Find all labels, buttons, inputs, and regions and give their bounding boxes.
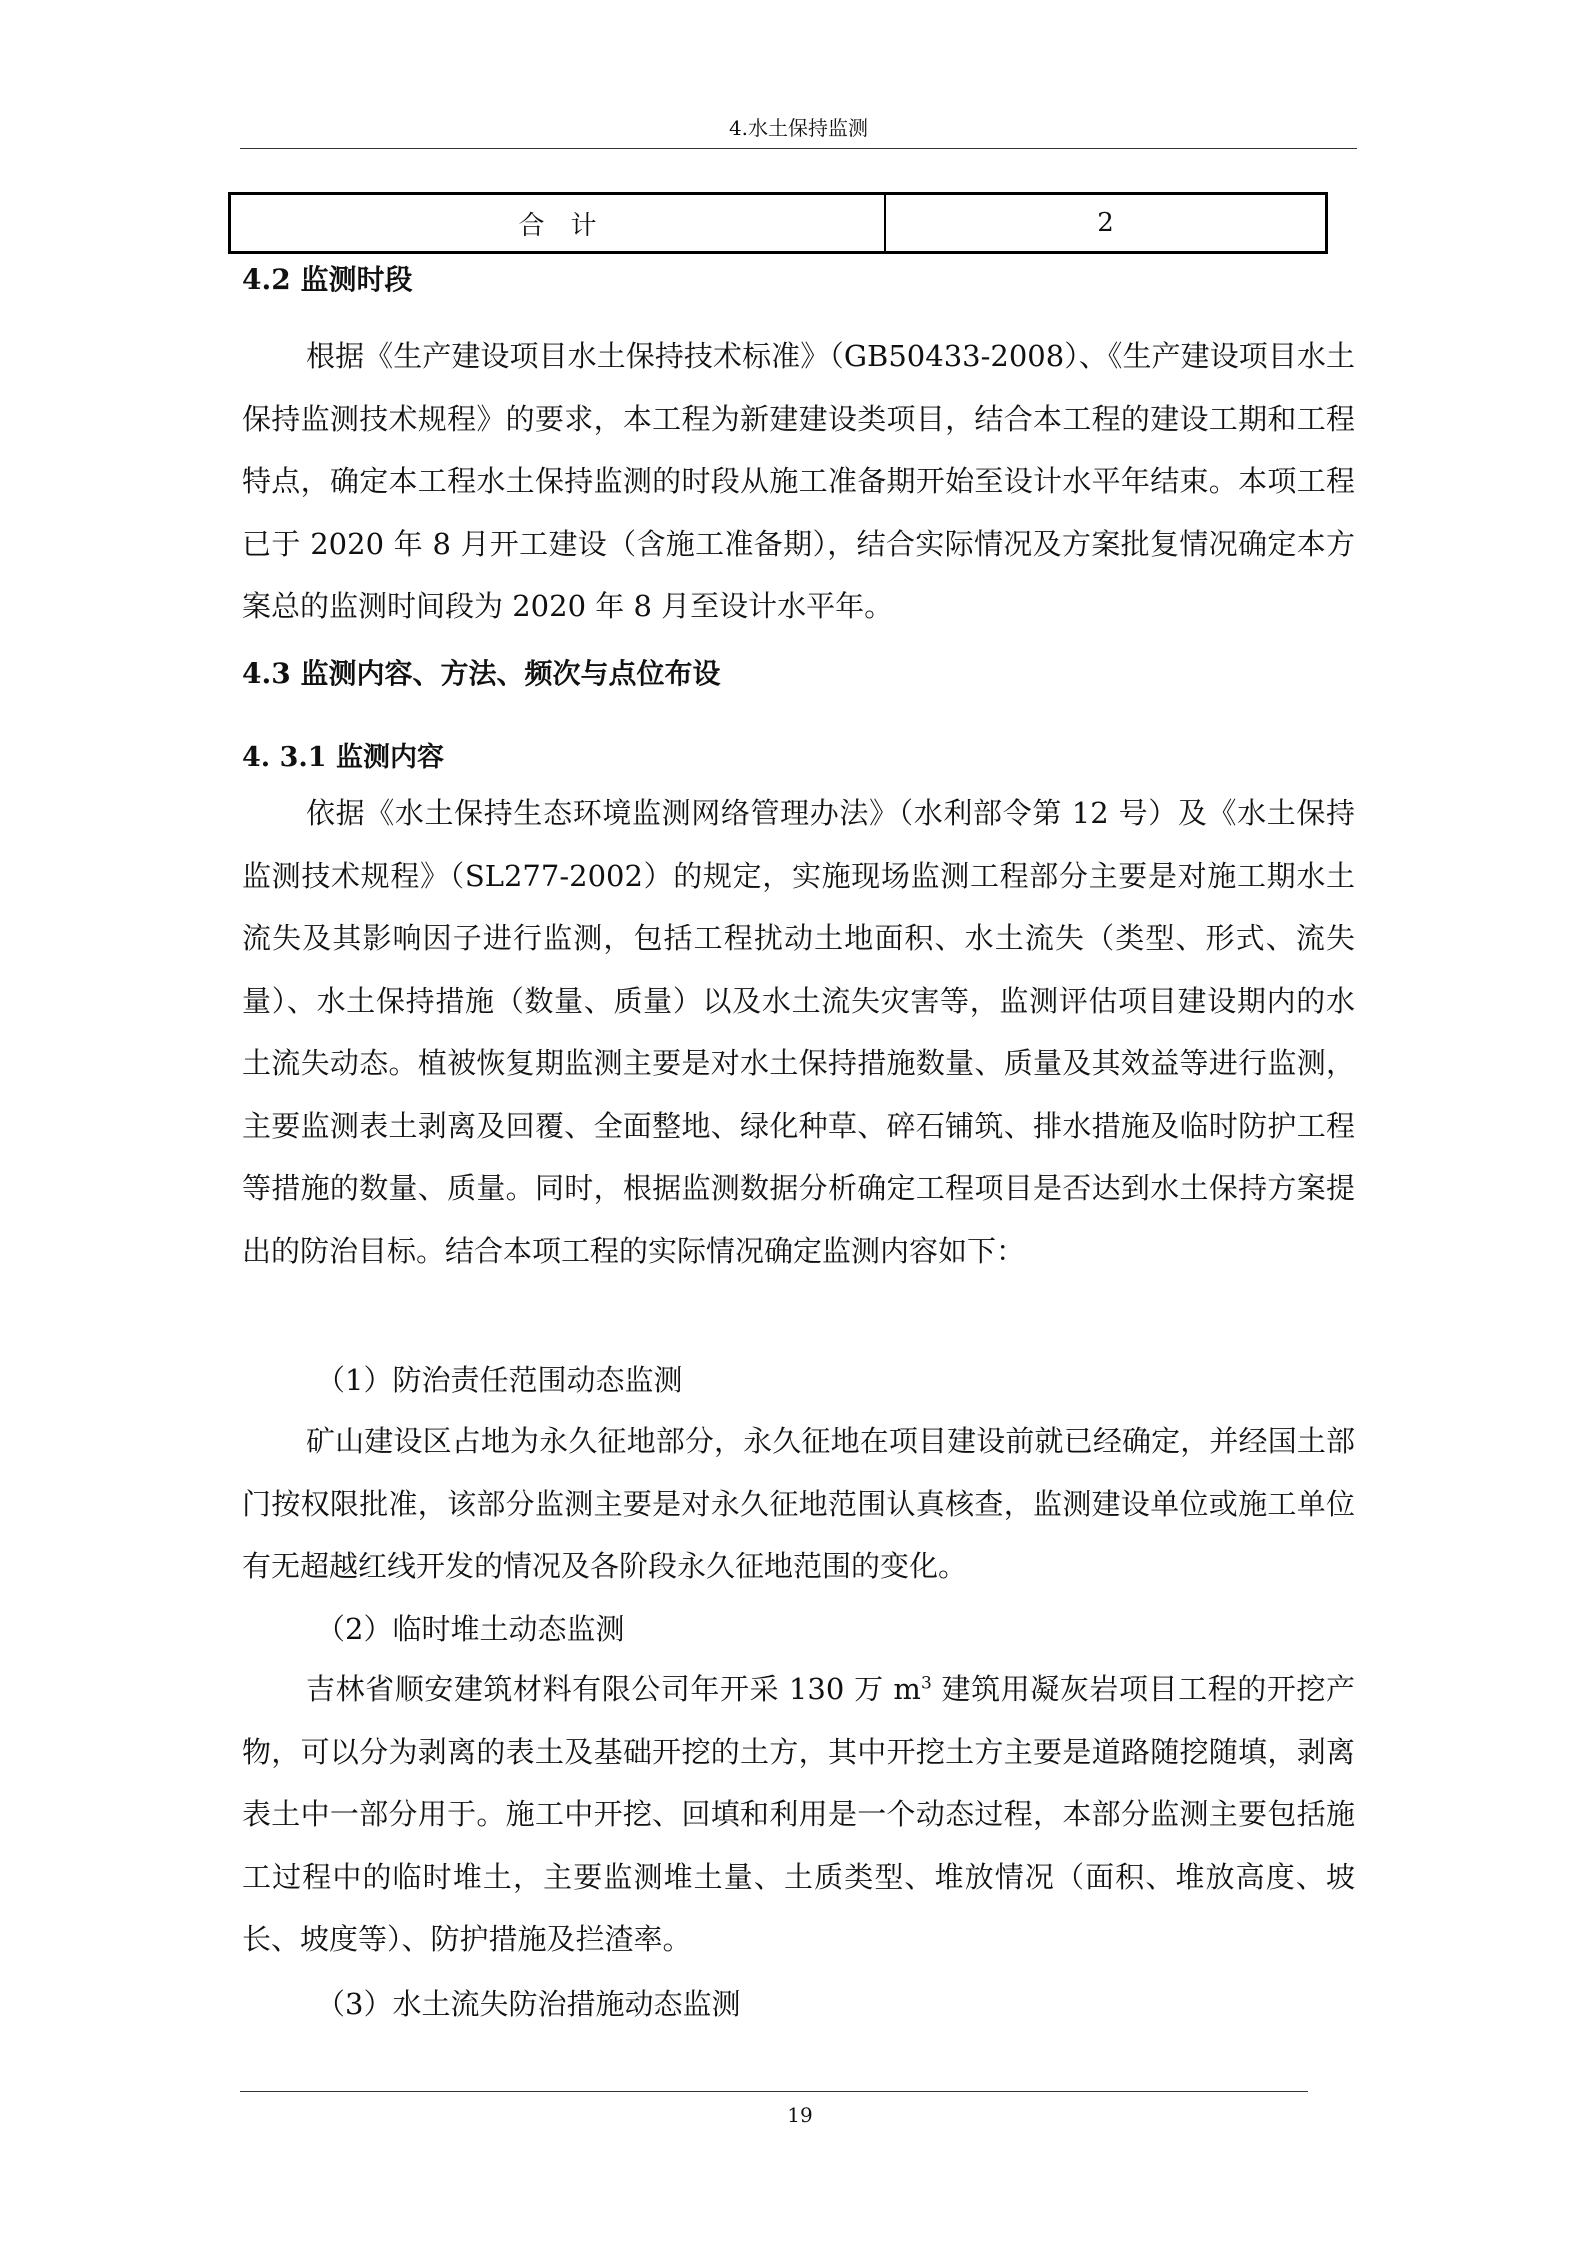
- section-heading-4-3-1: 4. 3.1 监测内容: [242, 742, 444, 773]
- table-row: [230, 194, 1327, 253]
- page-number: 19: [787, 2103, 813, 2127]
- item-2-text-part-1: 吉林省顺安建筑材料有限公司年开采 130 万 m: [306, 1672, 921, 1706]
- item-1-title: （1）防治责任范围动态监测: [316, 1363, 683, 1397]
- section-heading-4-3: 4.3 监测内容、方法、频次与点位布设: [242, 657, 721, 690]
- footer-rule: [240, 2091, 1308, 2092]
- item-1-paragraph: 矿山建设区占地为永久征地部分，永久征地在项目建设前就已经确定，并经国土部门按权限批准，该部分监测主要是对永久征地范围认真核查，监测建设单位或施工单位有无超越红线开发的情况及各阶段永久征地范围的变化。: [242, 1424, 1355, 1583]
- item-3-title: （3）水土流失防治措施动态监测: [316, 1987, 741, 2021]
- summary-label-cell: 合 计: [230, 194, 886, 253]
- section-4-3-1-paragraph: 依据《水土保持生态环境监测网络管理办法》（水利部令第 12 号）及《水土保持监测技术规程》（SL277-2002）的规定，实施现场监测工程部分主要是对施工期水土流失及其影响因子进行监测，包括工程扰动土地面积、水土流失（类型、形式、流失量）、水土保持措施（数量、质量）以及水土流失灾害等，监测评估项目建设期内的水土流失动态。植被恢复期监测主要是对水土保持措施数量、质量及其效益等进行监测，主要监测表土剥离及回覆、全面整地、绿化种草、碎石铺筑、排水措施及临时防护工程等措施的数量、质量。同时，根据监测数据分析确定工程项目是否达到水土保持方案提出的防治目标。结合本项工程的实际情况确定监测内容如下：: [242, 796, 1355, 1268]
- running-header: 4.水土保持监测: [728, 116, 869, 140]
- item-2-paragraph: [242, 1658, 1355, 1971]
- summary-table: [228, 192, 1328, 254]
- item-2-title: （2）临时堆土动态监测: [316, 1612, 625, 1646]
- item-2-text-part-2: 建筑用凝灰岩项目工程的开挖产物，可以分为剥离的表土及基础开挖的土方，其中开挖土方主要是道路随挖随填，剥离表土中一部分用于。施工中开挖、回填和利用是一个动态过程，本部分监测主要包括施工过程中的临时堆土，主要监测堆土量、土质类型、堆放情况（面积、堆放高度、坡长、坡度等）、防护措施及拦渣率。: [242, 1672, 1355, 1956]
- section-4-2-paragraph: 根据《生产建设项目水土保持技术标准》（GB50433-2008）、《生产建设项目水土保持监测技术规程》的要求，本工程为新建建设类项目，结合本工程的建设工期和工程特点，确定本工程水土保持监测的时段从施工准备期开始至设计水平年结束。本项工程已于 2020 年 8 月开工建设（含施工准备期），结合实际情况及方案批复情况确定本方案总的监测时间段为 2020 年 8 月至设计水平年。: [242, 339, 1355, 623]
- superscript-3: 3: [920, 1673, 932, 1694]
- header-rule: [240, 148, 1357, 149]
- summary-value-cell: 2: [885, 194, 1327, 253]
- section-heading-4-2: 4.2 监测时段: [242, 263, 413, 296]
